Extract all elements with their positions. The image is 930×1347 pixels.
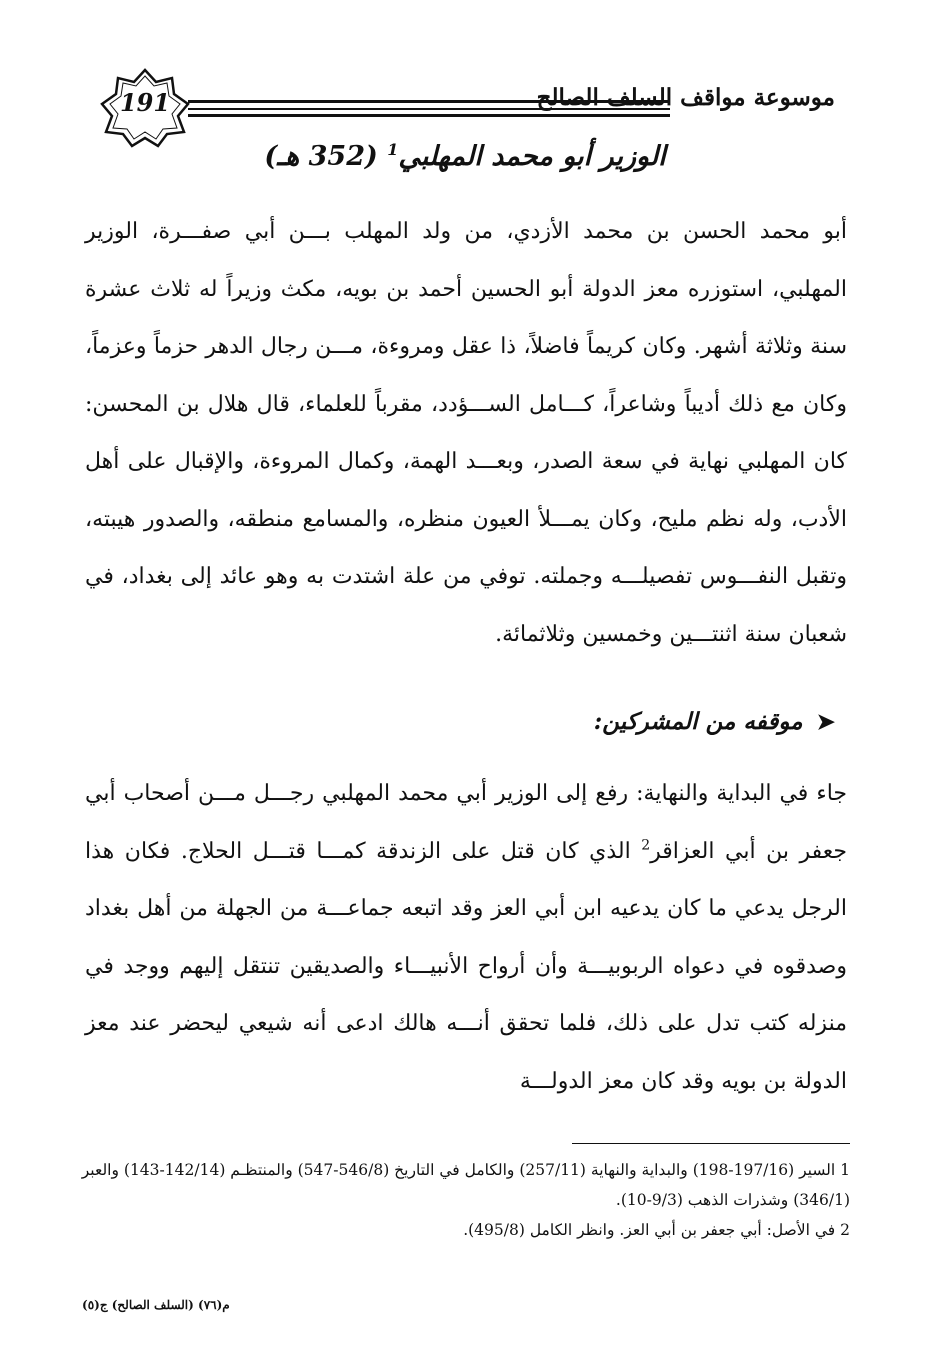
footnote-text: السير (197/16-198) والبداية والنهاية (257/11) والكامل في التاريخ (546/8-547) والمنتظـم (142/14-143) والعبر (346/1) وشذرات الذهب (9/3-10). [81,1161,850,1209]
section-heading-text: موقفه من المشركين: [593,708,803,735]
footnote-reference: 1 [387,140,399,159]
footnote-separator [572,1143,850,1144]
story-paragraph [85,765,847,1110]
page-number-badge [100,68,190,148]
story-text: جاء في البداية والنهاية: رفع إلى الوزير أبي محمد المهلبي رجـــل مـــن أصحاب أبي جعفر بن أبي العزاقر [85,781,847,864]
page-header [100,68,835,148]
series-title: موسوعة مواقف السلف الصالح [536,84,835,111]
header-rule [188,114,670,117]
footnote-number: 1 [840,1161,850,1179]
section-heading [594,708,835,735]
footnotes [75,1155,850,1245]
footnote-reference: 2 [641,837,651,854]
footnote-number: 2 [840,1221,850,1239]
printer-signature: م(٧٦) (السلف الصالح) ج(٥) [82,1298,230,1312]
article-title [150,140,780,172]
biography-paragraph: أبو محمد الحسن بن محمد الأزدي، من ولد المهلب بـــن أبي صفـــرة، الوزير المهلبي، استوزره معز الدولة أبو الحسين أحمد بن بويه، مكث وزيراً له ثلاث عشرة سنة وثلاثة أشهر. وكان كريماً فاضلاً، ذا عقل ومروءة، مـــن رجال الدهر حزماً وعزماً، وكان مع ذلك أديباً وشاعراً، كـــامل الســـؤدد، مقرباً للعلماء، قال هلال بن المحسن: كان المهلبي نهاية في سعة الصدر، وبعـــد الهمة، وكمال المروءة، والإقبال على أهل الأدب، وله نظم مليح، وكان يمـــلأ العيون منظره، والمسامع منطقه، والصدور هيبته، وتقبل النفـــوس تفصيلـــه وجملته. توفي من علة اشتدت به وهو عائد إلى بغداد، في شعبان سنة اثنتـــين وخمسين وثلاثمائة. [85,219,847,647]
arrow-bullet-icon: ➤ [816,709,835,735]
page-number: 191 [119,88,171,117]
article-title-name: الوزير أبو محمد المهلبي [398,141,666,172]
footnote-text: في الأصل: أبي جعفر بن أبي العز. وانظر الكامل (495/8). [463,1221,836,1239]
footnote [75,1215,850,1245]
footnote [75,1155,850,1215]
story-text: الذي كان قتل على الزندقة كمـــا قتـــل الحلاج. فكان هذا الرجل يدعي ما كان يدعيه ابن أبي العز وقد اتبعه جماعـــة من الجهلة من أهل بغداد وصدقوه في دعواه الربوبيـــة وأن أرواح الأنبيـــاء والصديقين تنتقل إليهم ووجد في منزله كتب تدل على ذلك، فلما تحقق أنـــه هالك ادعى أنه شيعي ليحضر عند معز الدولة بن بويه وقد كان معز الدولـــة [85,838,847,1094]
article-title-date: (352 هـ) [264,141,378,172]
